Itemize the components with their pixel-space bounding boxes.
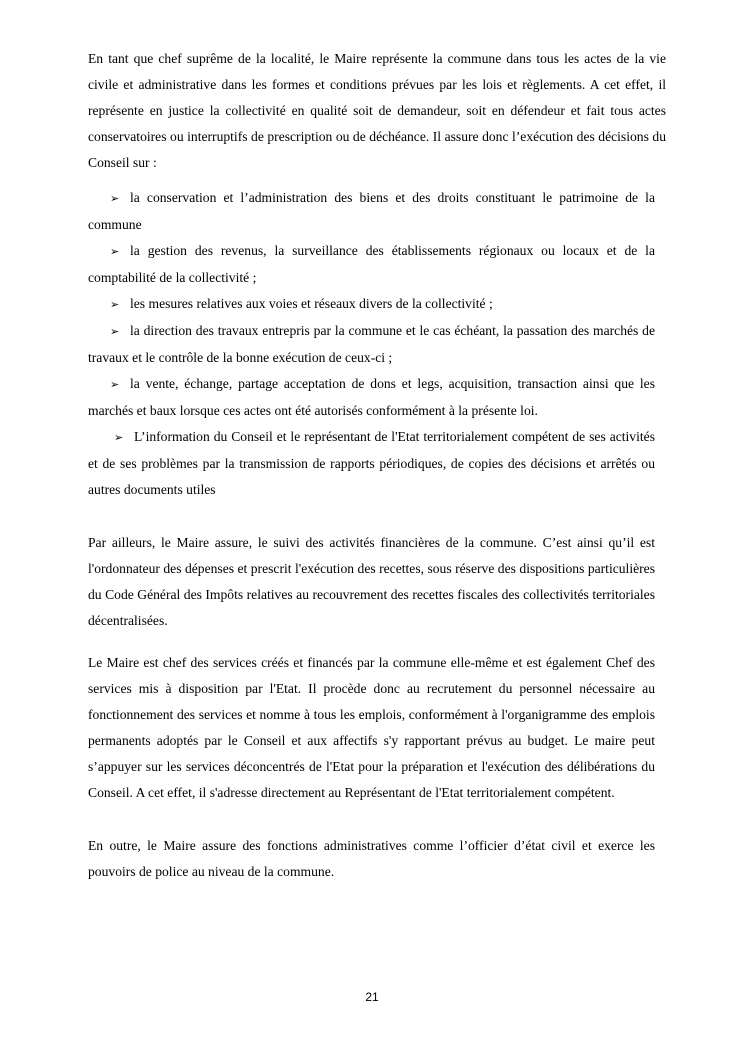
list-item-text: la direction des travaux entrepris par la commune et le cas échéant, la passation des marchés de travaux et le contrôle de la bonne exécution de ceux-ci ; <box>88 323 655 365</box>
intro-paragraph: En tant que chef suprême de la localité, le Maire représente la commune dans tous les actes de la vie civile et administrative dans les formes et conditions prévues par les lois et règlements. A cet effet, il représente en justice la collectivité en qualité soit de demandeur, soit en défendeur et fait tous actes conservatoires ou interruptifs de prescription ou de déchéance. Il assure donc l’exécution des décisions du Conseil sur : <box>88 51 666 170</box>
list-item <box>88 318 655 371</box>
list-item-text: les mesures relatives aux voies et réseaux divers de la collectivité ; <box>130 296 493 311</box>
administration-paragraph: En outre, le Maire assure des fonctions administratives comme l’officier d’état civil et exerce les pouvoirs de police au niveau de la commune. <box>88 838 655 879</box>
page-number: 21 <box>365 990 379 1004</box>
list-item <box>88 185 655 238</box>
list-item-text: la conservation et l’administration des biens et des droits constituant le patrimoine de la commune <box>88 190 655 232</box>
document-page <box>88 46 666 885</box>
arrow-bullet-icon: ➢ <box>110 378 120 391</box>
list-item-text: L’information du Conseil et le représentant de l'Etat territorialement compétent de ses activités et de ses problèmes par la transmission de rapports périodiques, de copies des décisions et arrêtés ou autres documents utiles <box>88 429 655 497</box>
list-item <box>88 371 655 424</box>
list-item-text: la gestion des revenus, la surveillance des établissements régionaux ou locaux et de la comptabilité de la collectivité ; <box>88 243 655 285</box>
list-item <box>88 238 655 291</box>
list-item-text: la vente, échange, partage acceptation de dons et legs, acquisition, transaction ainsi que les marchés et baux lorsque ces actes ont été autorisés conformément à la présente loi. <box>88 376 655 418</box>
services-paragraph: Le Maire est chef des services créés et financés par la commune elle-même et est également Chef des services mis à disposition par l'Etat. Il procède donc au recrutement du personnel nécessaire au fonctionnement des services et nomme à tous les emplois, conformément à l'organigramme des emplois permanents adoptés par le Conseil et aux affectifs s'y rapportant prévus au budget. Le maire peut s’appuyer sur les services déconcentrés de l'Etat pour la préparation et l'exécution des délibérations du Conseil. A cet effet, il s'adresse directement au Représentant de l'Etat territorialement compétent. <box>88 655 655 800</box>
arrow-bullet-icon: ➢ <box>114 431 124 444</box>
duties-list <box>88 185 655 503</box>
arrow-bullet-icon: ➢ <box>110 192 120 205</box>
list-item <box>88 424 655 503</box>
arrow-bullet-icon: ➢ <box>110 298 120 311</box>
list-item <box>88 291 655 318</box>
arrow-bullet-icon: ➢ <box>110 325 120 338</box>
arrow-bullet-icon: ➢ <box>110 245 120 258</box>
finance-paragraph: Par ailleurs, le Maire assure, le suivi des activités financières de la commune. C’est ainsi qu’il est l'ordonnateur des dépenses et prescrit l'exécution des recettes, sous réserve des dispositions particulières du Code Général des Impôts relatives au recouvrement des recettes fiscales des collectivités territoriales décentralisées. <box>88 535 655 628</box>
